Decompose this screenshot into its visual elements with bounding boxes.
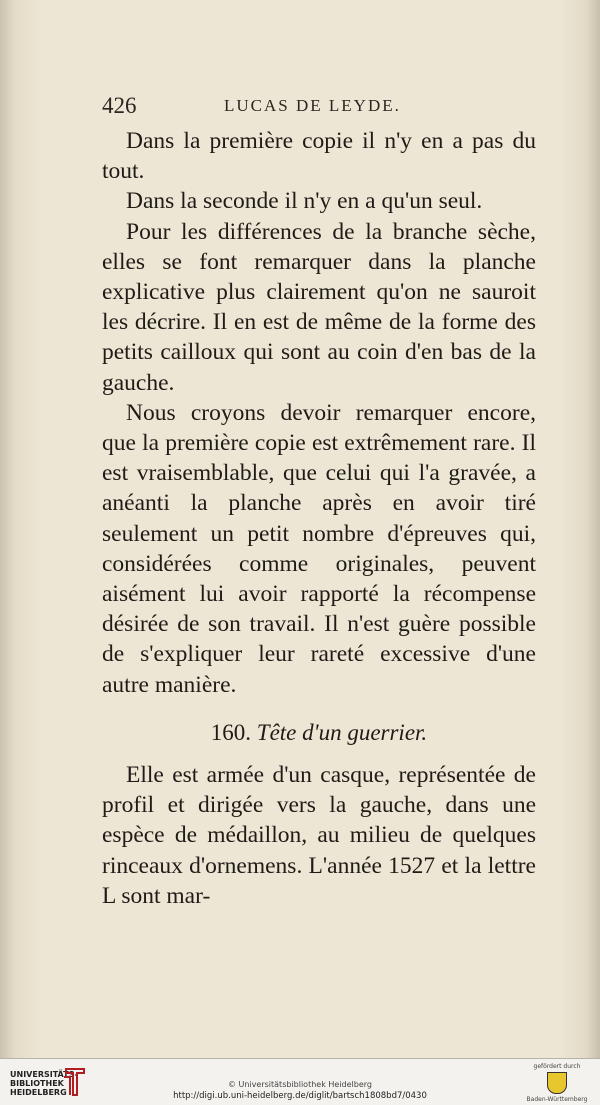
- body-text: [102, 126, 536, 911]
- running-title: LUCAS DE LEYDE.: [224, 96, 401, 115]
- paragraph: Dans la première copie il n'y en a pas du tout.: [102, 128, 536, 185]
- coat-of-arms-icon: [547, 1072, 567, 1094]
- sponsor-label: gefördert durch: [533, 1063, 581, 1070]
- paragraph: Dans la seconde il n'y en a qu'un seul.: [126, 188, 483, 215]
- section-number: 160.: [210, 719, 252, 745]
- page-number: 426: [102, 93, 137, 118]
- paragraph: Nous croyons devoir remarquer encore, que la première copie est extrêmement rare. Il est vraisemblable, que celui qui l'a gravée, a anéanti la planche après en avoir tiré seulement un petit nombre d'épreuves qui, considérées comme originales, peuvent aisément lui avoir rapporté la récompense désirée de son travail. Il n'est guère possible de s'expliquer leur rareté excessive d'une autre manière.: [102, 399, 536, 698]
- library-name: UNIVERSITÄTS- BIBLIOTHEK HEIDELBERG: [10, 1070, 78, 1097]
- sponsor-badge[interactable]: [522, 1063, 592, 1103]
- paragraph: Pour les différences de la branche sèche, elles se font remarquer dans la planche explicative plus clairement qu'on ne sauroit les décrire. Il en est de même de la forme des petits cailloux qui sont au coin d'en bas de la gauche.: [102, 218, 536, 396]
- sponsor-name: Baden-Württemberg: [526, 1096, 588, 1103]
- digitization-footer: [0, 1058, 600, 1105]
- paragraph: Elle est armée d'un casque, représentée de profil et dirigée vers la gauche, dans une espèce de médaillon, au milieu de quelques rinceaux d'ornemens. L'année 1527 et la lettre L sont mar-: [102, 762, 536, 909]
- page-header: [102, 93, 532, 123]
- section-heading: [102, 718, 536, 748]
- copyright-notice: © Universitätsbibliothek Heidelberg: [227, 1080, 372, 1089]
- section-title: Tête d'un guerrier.: [256, 719, 428, 745]
- permalink-url[interactable]: http://digi.ub.uni-heidelberg.de/diglit/bartsch1808bd7/0430: [173, 1091, 427, 1101]
